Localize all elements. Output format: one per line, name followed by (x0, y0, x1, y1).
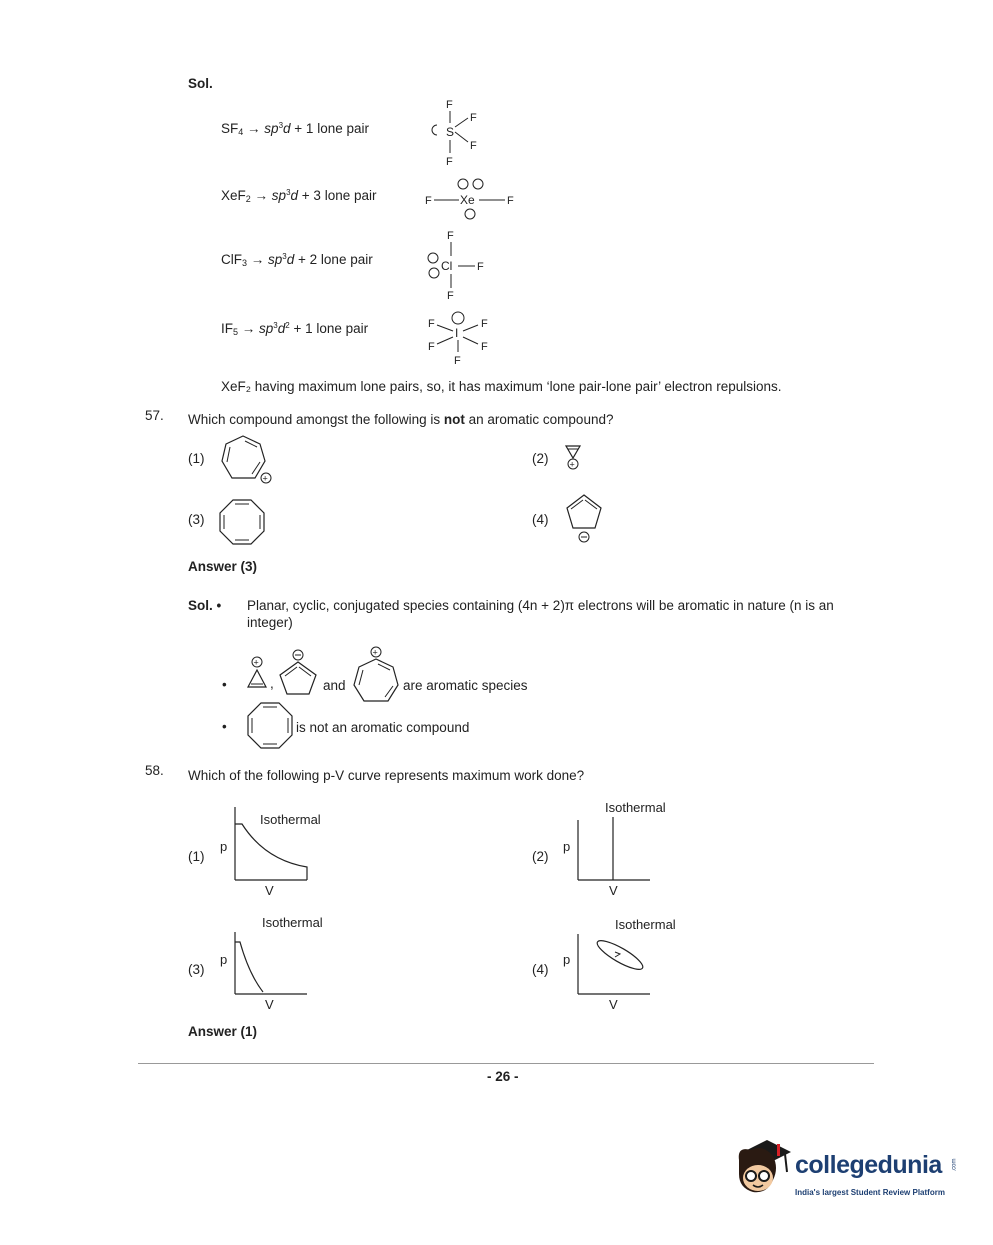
svg-text:Isothermal: Isothermal (605, 800, 666, 815)
footer-rule (138, 1063, 874, 1064)
svg-text:+: + (569, 459, 575, 470)
svg-text:+: + (253, 657, 259, 668)
sol-label: Sol. (188, 76, 213, 91)
svg-text:Isothermal: Isothermal (615, 917, 676, 932)
q57-option-2: (2) (532, 451, 549, 466)
svg-text:F: F (507, 195, 514, 207)
svg-text:F: F (454, 355, 461, 367)
svg-text:S: S (446, 125, 455, 139)
sf4-structure (420, 96, 500, 171)
cyclopentadienyl-anion-option (563, 492, 613, 547)
q58-question: Which of the following p-V curve represents maximum work done? (188, 768, 585, 783)
svg-text:p: p (563, 839, 571, 854)
xef2-structure (425, 175, 525, 225)
svg-text:F: F (481, 341, 488, 353)
svg-text:F: F (481, 318, 488, 330)
svg-text:V: V (265, 883, 274, 898)
brand-tagline: India's largest Student Review Platform (795, 1188, 945, 1197)
pv-graph-4 (560, 912, 690, 1012)
svg-text:F: F (447, 290, 454, 302)
brand-name: collegedunia (795, 1151, 942, 1179)
svg-text:F: F (477, 261, 484, 273)
q57-question: Which compound amongst the following is not an aromatic compound? (188, 412, 614, 427)
conclusion-text: XeF₂ having maximum lone pairs, so, it has maximum ‘lone pair-lone pair’ electron repulsions. (221, 379, 782, 394)
svg-text:F: F (470, 140, 477, 152)
and-text: and (323, 678, 346, 693)
svg-text:Xe: Xe (460, 193, 475, 207)
svg-text:p: p (220, 839, 228, 854)
svg-text:p: p (220, 952, 228, 967)
cyclooctatetraene (246, 701, 301, 756)
svg-text:p: p (563, 952, 571, 967)
pv-graph-2 (560, 795, 680, 898)
svg-text:F: F (428, 318, 435, 330)
q58-option-4: (4) (532, 962, 549, 977)
cyclopropenyl-cation-option (562, 442, 592, 477)
q57-answer: Answer (3) (188, 559, 258, 574)
svg-text:F: F (470, 112, 477, 124)
svg-text:I: I (455, 326, 459, 340)
q57-option-3: (3) (188, 512, 205, 527)
not-aromatic-text: is not an aromatic compound (296, 720, 470, 735)
cycloheptatrienyl-cation (349, 643, 404, 708)
q57-sol-text-2: integer) (247, 615, 293, 630)
q58-number: 58. (145, 763, 164, 778)
page-number: - 26 - (487, 1069, 519, 1084)
q58-option-1: (1) (188, 849, 205, 864)
cyclooctatetraene-option (218, 497, 273, 552)
bullet-1: • (222, 677, 227, 692)
q57-option-4: (4) (532, 512, 549, 527)
hybrid-sf4: $SF_4 \to sp^3d + 1$ lone pair (221, 121, 369, 137)
svg-text:Isothermal: Isothermal (260, 812, 321, 827)
svg-text:+: + (372, 647, 378, 658)
pv-graph-1 (215, 805, 335, 905)
q58-answer: Answer (1) (188, 1024, 258, 1039)
svg-text:V: V (609, 883, 618, 898)
q57-sol-label: Sol. • (188, 598, 222, 613)
svg-text:F: F (428, 341, 435, 353)
svg-text:F: F (447, 230, 454, 242)
hybrid-xef2: $XeF_2 \to sp^3d + 3$ lone pair (221, 188, 377, 204)
svg-text:V: V (265, 997, 274, 1012)
svg-text:F: F (425, 195, 432, 207)
svg-text:V: V (609, 997, 618, 1012)
svg-text:+: + (262, 473, 268, 484)
hybrid-clf3: $ClF_3 \to sp^3d + 2$ lone pair (221, 252, 373, 268)
clf3-structure (425, 228, 505, 303)
bullet-2: • (222, 719, 227, 734)
pv-graph-3 (215, 912, 335, 1012)
svg-text:Isothermal: Isothermal (262, 915, 323, 930)
comma: , (270, 676, 274, 691)
cycloheptatrienyl-cation-option (215, 434, 275, 494)
svg-text:F: F (446, 156, 453, 168)
collegedunia-mascot-icon (733, 1138, 795, 1198)
q57-option-1: (1) (188, 451, 205, 466)
q58-option-3: (3) (188, 962, 205, 977)
svg-text:F: F (446, 99, 453, 111)
q57-sol-text-1: Planar, cyclic, conjugated species containing (4n + 2)π electrons will be aromatic in nature (n is an (247, 598, 834, 613)
brand-com: .com (951, 1158, 958, 1172)
q57-number: 57. (145, 408, 164, 423)
aromatic-text: are aromatic species (403, 678, 528, 693)
if5-structure (425, 306, 505, 371)
q58-option-2: (2) (532, 849, 549, 864)
svg-text:Cl: Cl (441, 259, 453, 273)
cyclopentadienyl-anion (277, 648, 327, 703)
hybrid-if5: $IF_5 \to sp^3d^2 + 1$ lone pair (221, 321, 369, 337)
